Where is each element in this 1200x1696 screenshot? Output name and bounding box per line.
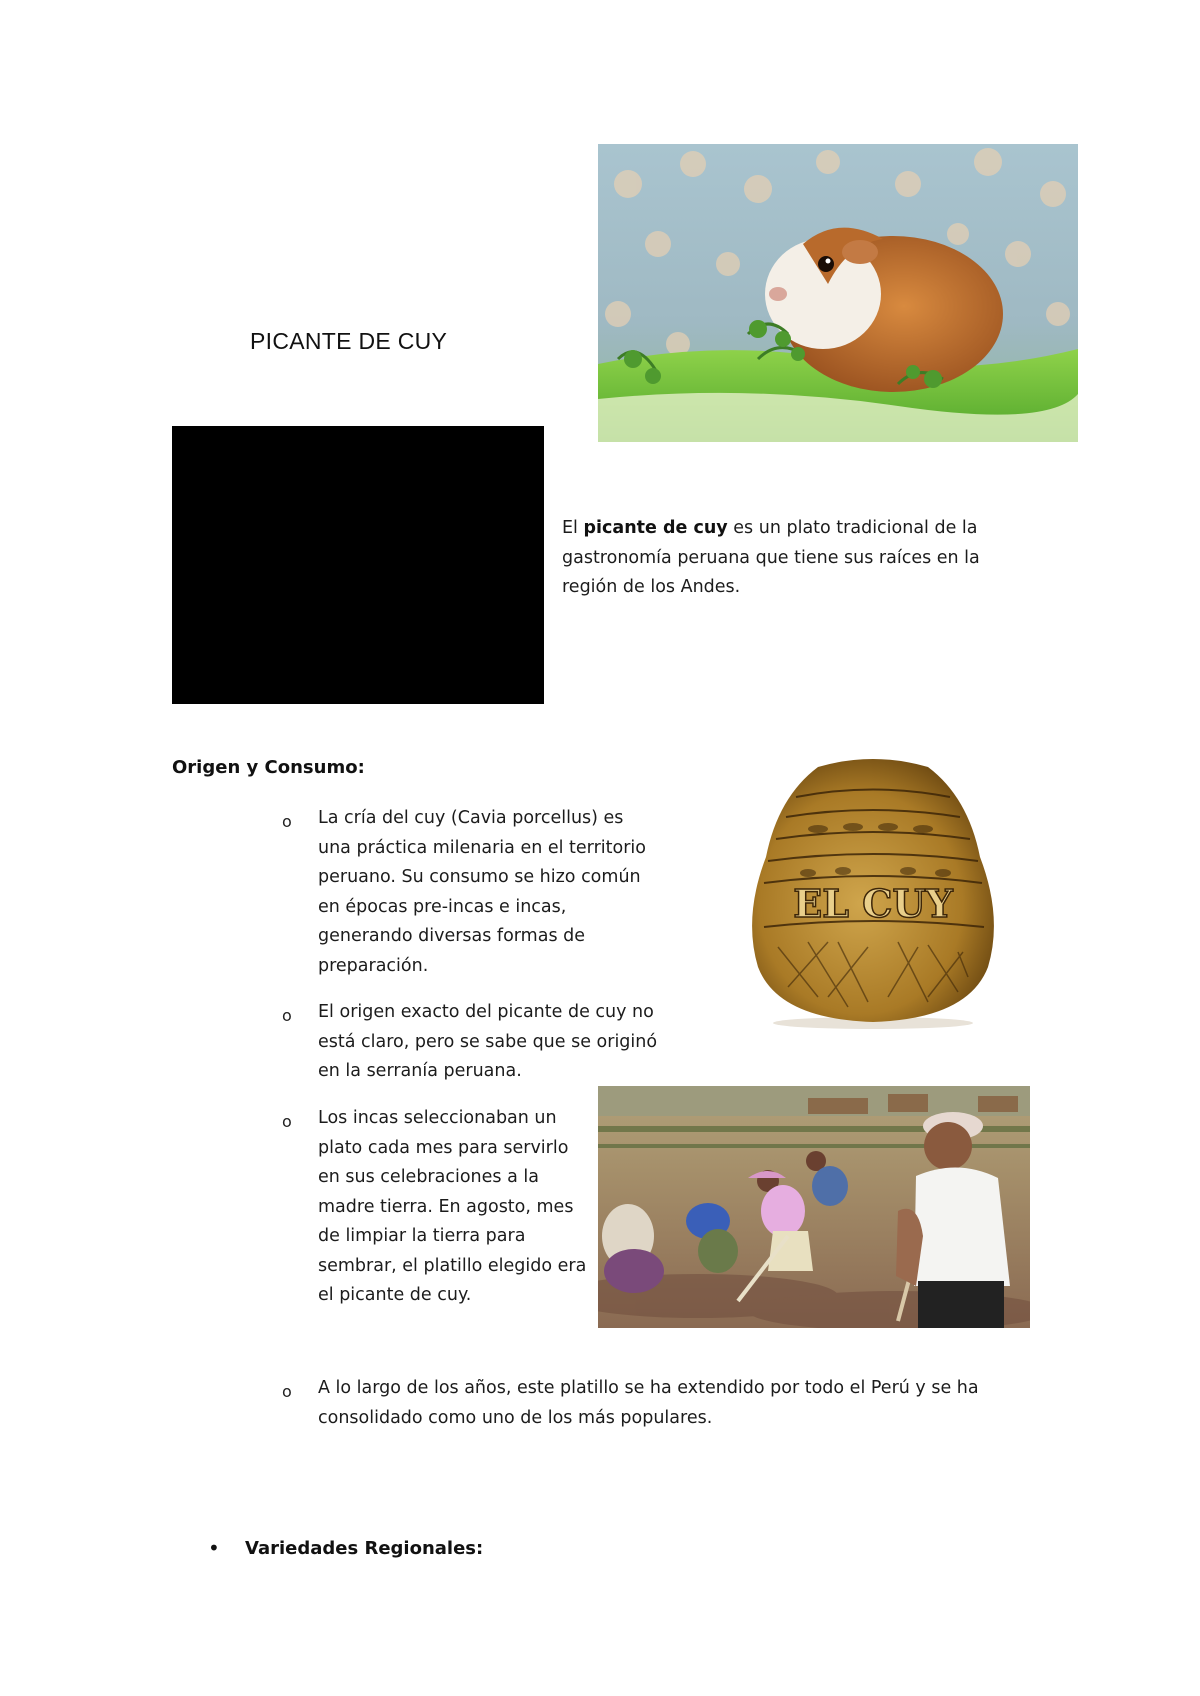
bullet-marker: o	[282, 1006, 292, 1025]
carved-gourd-image	[668, 757, 1070, 1029]
guinea-pig-image	[598, 144, 1078, 442]
farmers-image	[598, 1086, 1030, 1328]
intro-paragraph	[562, 514, 1002, 603]
intro-bold-term: picante de cuy	[583, 518, 728, 538]
list-item-3: Los incas seleccionaban un plato cada mes para servirlo en sus celebraciones a la madre tierra. En agosto, mes de limpiar la tierra para sembrar, el platillo elegido era el picante de cuy.	[318, 1108, 587, 1305]
carved-gourd-photo	[668, 757, 1070, 1029]
bullet-marker: o	[282, 812, 292, 831]
bullet-marker: o	[282, 1112, 292, 1131]
list-item-4: A lo largo de los años, este platillo se ha extendido por todo el Perú y se ha consolidado como uno de los más populares.	[318, 1378, 979, 1428]
intro-suffix: es un plato tradicional de la gastronomía peruana que tiene sus raíces en la región de los Andes.	[562, 518, 980, 597]
gourd-engraving-text: EL CUY	[793, 881, 953, 926]
bullet-dot: •	[208, 1536, 220, 1560]
section-heading-variedades: Variedades Regionales:	[245, 1538, 484, 1559]
black-image-box	[172, 426, 544, 704]
guinea-pig-photo	[598, 144, 1078, 442]
intro-prefix: El	[562, 518, 584, 538]
farmers-photo	[598, 1086, 1030, 1328]
list-item-2: El origen exacto del picante de cuy no está claro, pero se sabe que se originó en la serranía peruana.	[318, 1002, 658, 1081]
section-heading-origen: Origen y Consumo:	[172, 757, 365, 778]
page-title: PICANTE DE CUY	[250, 328, 448, 354]
bullet-marker: o	[282, 1382, 292, 1401]
list-item-1: La cría del cuy (Cavia porcellus) es una práctica milenaria en el territorio peruano. Su consumo se hizo común en épocas pre-incas e incas, generando diversas formas de preparación.	[318, 808, 646, 976]
